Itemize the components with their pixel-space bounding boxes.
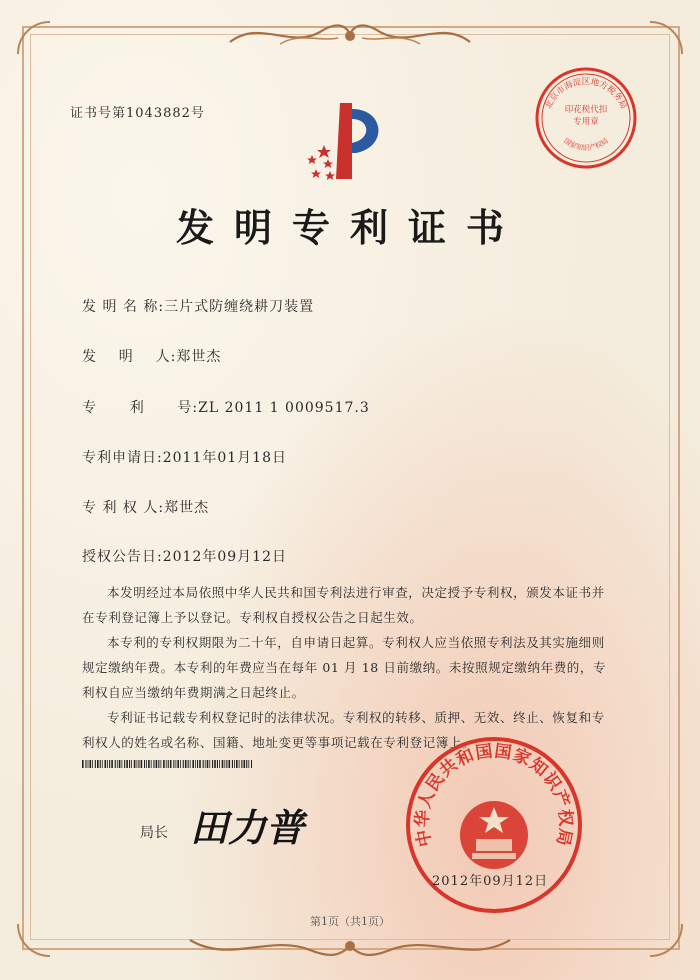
director-label: 局长 (140, 825, 168, 841)
barcode-bar (236, 760, 238, 768)
patentee-field (82, 497, 209, 517)
barcode-bar (217, 760, 218, 768)
barcode-bar (199, 760, 201, 768)
barcode-bar (131, 760, 132, 768)
barcode-bar (197, 760, 198, 768)
seal-date: 2012年09月12日 (432, 874, 549, 889)
barcode-bar (129, 760, 130, 768)
barcode-bar (244, 760, 246, 768)
svg-text:国家知识产权局 (562, 136, 610, 152)
barcode-bar (138, 760, 139, 768)
barcode-bar (161, 760, 162, 768)
barcode-bar (209, 760, 210, 768)
barcode-bar (122, 760, 123, 768)
body-paragraph: 本发明经过本局依照中华人民共和国专利法进行审查，决定授予专利权，颁发本证书并在专利登记簿上予以登记。专利权自授权公告之日起生效。 (82, 585, 605, 625)
barcode-bar (190, 760, 191, 768)
signature-text: 田力普 (190, 805, 305, 850)
barcode-bar (251, 760, 252, 768)
barcode-bar (195, 760, 196, 768)
barcode-bar (117, 760, 118, 768)
patent-office-logo-icon (290, 95, 400, 185)
barcode-bar (119, 760, 121, 768)
patent-number-value: ZL 2011 1 0009517.3 (198, 400, 370, 416)
barcode-bar (134, 760, 136, 768)
filing-date-label: 专利申请日: (82, 450, 163, 466)
grant-date-value: 2012年09月12日 (162, 549, 287, 565)
barcode-bar (248, 760, 249, 768)
filing-date-field (82, 447, 287, 467)
certificate-body (82, 580, 612, 755)
certificate-title: 发明专利证书 (175, 205, 524, 250)
barcode-bar (163, 760, 165, 768)
barcode-bar (173, 760, 174, 768)
patent-number-field (82, 397, 370, 417)
grant-date-label: 授权公告日: (82, 549, 163, 565)
invention-name-field (82, 296, 314, 316)
barcode-bar (176, 760, 177, 768)
barcode-bar (141, 760, 143, 768)
tax-seal-ring-text: 北京市海淀区地方税务局 (543, 77, 629, 111)
barcode-bar (102, 760, 103, 768)
barcode-bar (166, 760, 167, 768)
barcode-bar (85, 760, 86, 768)
barcode-bar (170, 760, 172, 768)
filing-date-value: 2011年01月18日 (162, 450, 287, 466)
barcode-bar (219, 760, 220, 768)
top-ornament-icon (220, 14, 480, 54)
seal-ring-text: 中华人民共和国国家知识产权局 (412, 741, 576, 849)
barcode-bar (239, 760, 240, 768)
barcode-bar (92, 760, 93, 768)
barcode-bar (212, 760, 213, 768)
barcode-bar (105, 760, 107, 768)
barcode-bar (177, 760, 179, 768)
barcode-bar (100, 760, 101, 768)
barcode-bar (95, 760, 96, 768)
tax-seal-center-text: 印花税代扣专用章 (564, 105, 608, 127)
barcode-bar (205, 760, 206, 768)
barcode-bar (192, 760, 194, 768)
barcode-bar (158, 760, 159, 768)
barcode-bar (115, 760, 116, 768)
barcode-bar (246, 760, 247, 768)
inventor-value: 郑世杰 (176, 349, 222, 365)
barcode (82, 760, 252, 768)
barcode-bar (137, 760, 138, 768)
barcode-bar (226, 760, 227, 768)
barcode-bar (109, 760, 110, 768)
bottom-ornament-icon (180, 928, 520, 968)
invention-name-value: 三片式防缠绕耕刀装置 (164, 299, 315, 315)
barcode-bar (126, 760, 128, 768)
page-number: 第1页（共1页） (310, 915, 390, 928)
barcode-bar (203, 760, 204, 768)
patent-number-label: 专 利 号: (82, 400, 199, 416)
patentee-label: 专 利 权 人: (82, 500, 165, 516)
barcode-bar (148, 760, 150, 768)
barcode-bar (90, 760, 92, 768)
barcode-bar (168, 760, 169, 768)
barcode-bar (207, 760, 209, 768)
barcode-bar (107, 760, 108, 768)
tax-seal-stamp (534, 66, 638, 170)
barcode-bar (234, 760, 235, 768)
inventor-label: 发 明 人: (82, 349, 177, 365)
grant-date-field (82, 546, 287, 566)
invention-name-label: 发 明 名 称: (82, 299, 165, 315)
barcode-bar (180, 760, 181, 768)
barcode-bar (185, 760, 187, 768)
barcode-bar (146, 760, 147, 768)
barcode-bar (151, 760, 152, 768)
barcode-bar (214, 760, 216, 768)
barcode-bar (183, 760, 184, 768)
barcode-bar (82, 760, 84, 768)
barcode-bar (97, 760, 99, 768)
barcode-bar (153, 760, 154, 768)
barcode-bar (88, 760, 89, 768)
barcode-bar (222, 760, 224, 768)
patentee-value: 郑世杰 (164, 500, 210, 516)
barcode-bar (144, 760, 145, 768)
certificate-number: 证书号第1043882号 (70, 106, 205, 121)
barcode-bar (124, 760, 125, 768)
barcode-bar (229, 760, 231, 768)
barcode-bar (241, 760, 242, 768)
barcode-bar (224, 760, 225, 768)
barcode-bar (156, 760, 158, 768)
body-paragraph: 本专利的专利权期限为二十年，自申请日起算。专利权人应当依照专利法及其实施细则规定缴纳年费。本专利的年费应当在每年 01 月 18 日前缴纳。未按照规定缴纳年费的，专利权自应当缴纳年费期满之日起终止。 (82, 635, 607, 700)
barcode-bar (232, 760, 233, 768)
inventor-field (82, 346, 221, 366)
body-paragraph: 专利证书记载专利权登记时的法律状况。专利权的转移、质押、无效、终止、恢复和专利权人的姓名或名称、国籍、地址变更等事项记载在专利登记簿上。 (82, 710, 605, 750)
tax-seal-bottom-text: 国家知识产权局 (562, 136, 610, 152)
barcode-bar (111, 760, 113, 768)
barcode-bar (188, 760, 189, 768)
corner-ornament-icon (646, 18, 686, 58)
corner-ornament-icon (14, 18, 54, 58)
director-signature (180, 795, 340, 855)
